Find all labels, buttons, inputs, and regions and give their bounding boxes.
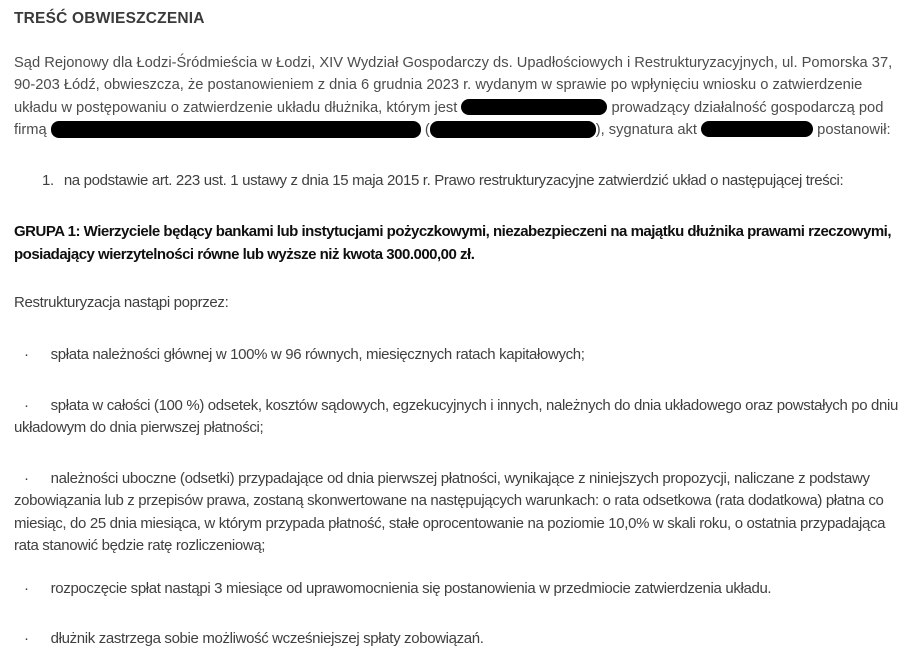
bullet-item-2 [14,395,904,440]
redaction-debtor-name [461,99,607,115]
ordered-item-1 [14,170,904,193]
bullet-marker: · [24,396,29,414]
bullet-item-3 [14,468,904,558]
intro-part-business: prowadzący działalność gospodarczą pod firmą [14,99,884,138]
redaction-case-number [701,121,813,137]
bullet-text: należności uboczne (odsetki) przypadające od dnia pierwszej płatności, wynikające z niniejszych propozycji, naliczane z podstawy zobowiązania lub z przepisów prawa, zostaną skonwertowane na następujących warunkach: o rata odsetkowa (rata dodatkowa) płatna co miesiąc, do 25 dnia miesiąca, w którym przypada płatność, stałe oprocentowanie na poziomie 10,0% w skali roku, o ostatnia przypadająca rata stanowić będzie ratę rozliczeniową; [14,469,886,555]
bullet-text: spłata należności głównej w 100% w 96 równych, miesięcznych ratach kapitałowych; [50,346,585,364]
bullet-item-1 [14,344,904,367]
bullet-item-4 [14,578,904,601]
bullet-marker: · [24,579,29,597]
bullet-item-5 [14,628,904,651]
intro-part-decided: postanowił: [817,121,891,138]
bullet-marker: · [24,469,29,487]
redaction-company-detail [430,121,596,138]
bullet-marker: · [24,630,29,648]
intro-part-court: Sąd Rejonowy dla Łodzi-Śródmieścia w Łodzi, XIV Wydział Gospodarczy ds. Upadłościowych i Restrukturyzacyjnych, ul. Pomorska 37, 90-203 Łódź, obwieszcza, że postanowieniem z dnia 6 grudnia 2023 r. wydanym w sprawie po wpłynięciu wniosku o zatwierdzenie układu w postępowaniu o zatwierdzenie układu dłużnika, którym jest [14,55,893,116]
redaction-company-name [51,121,421,138]
intro-part-signature: ), sygnatura akt [595,121,697,138]
bullet-text: rozpoczęcie spłat nastąpi 3 miesiące od uprawomocnienia się postanowienia w przedmiocie zatwierdzenia układu. [50,579,772,597]
group-1-heading: GRUPA 1: Wierzyciele będący bankami lub instytucjami pożyczkowymi, niezabezpieczeni na majątku dłużnika prawami rzeczowymi, posiadający wierzytelności równe lub wyższe niż kwota 300.000,00 zł. [14,222,891,263]
bullet-marker: · [24,346,29,364]
bullet-text: spłata w całości (100 %) odsetek, kosztów sądowych, egzekucyjnych i innych, należnych do dnia układowego oraz powstałych po dniu układowym do dnia pierwszej płatności; [14,396,899,437]
intro-paragraph [14,52,904,141]
intro-open-paren: ( [424,121,430,138]
restructuring-intro: Restrukturyzacja nastąpi poprzez: [14,293,229,311]
page-title: TREŚĆ OBWIESZCZENIA [14,10,205,27]
bullet-text: dłużnik zastrzega sobie możliwość wcześniejszej spłaty zobowiązań. [50,630,484,648]
ordered-item-text: na podstawie art. 223 ust. 1 ustawy z dnia 15 maja 2015 r. Prawo restrukturyzacyjne zatwierdzić układ o następującej treści: [63,172,844,190]
ordered-item-number: 1. [42,172,54,190]
